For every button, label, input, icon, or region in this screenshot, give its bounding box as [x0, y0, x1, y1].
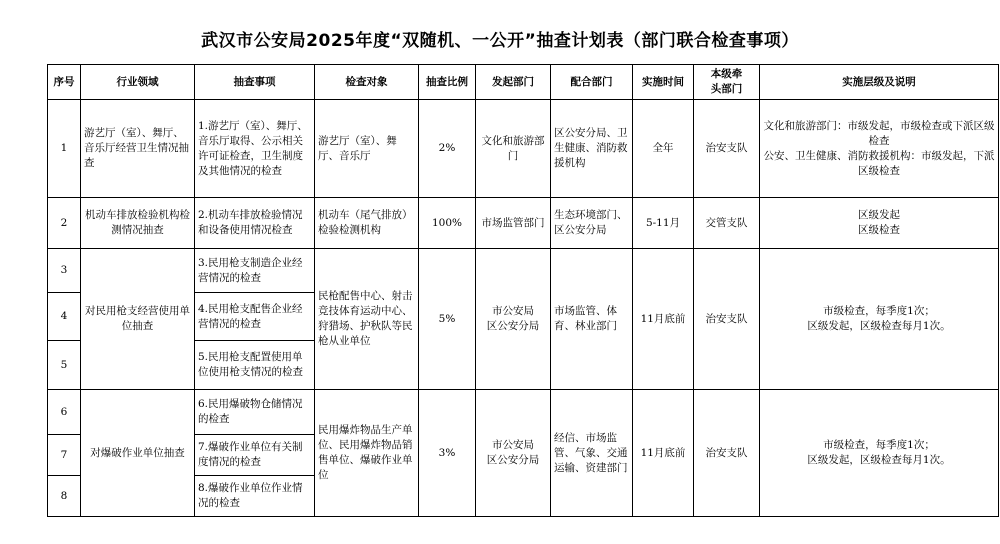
- header-cell-no: 序号: [48, 65, 81, 100]
- row-initiator: 市公安局 区公安分局: [476, 249, 551, 390]
- row-item: 6.民用爆破物仓储情况的检查: [195, 390, 315, 435]
- page-title: 武汉市公安局2025年度“双随机、一公开”抽查计划表（部门联合检查事项）: [201, 31, 799, 51]
- row-ratio: 100%: [419, 198, 476, 249]
- row-no: 4: [48, 293, 81, 341]
- row-initiator: 市场监管部门: [476, 198, 551, 249]
- row-initiator: 文化和旅游部门: [476, 100, 551, 198]
- row-field: 对民用枪支经营使用单位抽查: [81, 249, 195, 390]
- row-time: 11月底前: [633, 249, 694, 390]
- row-item: 1.游艺厅（室）、舞厅、音乐厅取得、公示相关许可证检查，卫生制度及其他情况的检查: [195, 100, 315, 198]
- row-lead: 治安支队: [694, 249, 760, 390]
- row-lead: 治安支队: [694, 390, 760, 517]
- row-item: 2.机动车排放检验情况和设备使用情况检查: [195, 198, 315, 249]
- row-field: 机动车排放检验机构检测情况抽查: [81, 198, 195, 249]
- row-item: 4.民用枪支配售企业经营情况的检查: [195, 293, 315, 341]
- row-target: 民枪配售中心、射击竞技体育运动中心、狩猎场、护秋队等民枪从业单位: [315, 249, 419, 390]
- table-row: [48, 100, 999, 198]
- row-item: 8.爆破作业单位作业情况的检查: [195, 476, 315, 517]
- header-cell-ratio: 抽查比例: [419, 65, 476, 100]
- inspection-plan-table: [47, 64, 999, 517]
- row-ratio: 3%: [419, 390, 476, 517]
- row-no: 2: [48, 198, 81, 249]
- row-desc: 市级检查，每季度1次； 区级发起，区级检查每月1次。: [760, 390, 999, 517]
- row-partner: 市场监管、体育、林业部门: [551, 249, 633, 390]
- header-row: [48, 65, 999, 100]
- row-field: 游艺厅（室）、舞厅、音乐厅经营卫生情况抽查: [81, 100, 195, 198]
- row-no: 1: [48, 100, 81, 198]
- row-no: 6: [48, 390, 81, 435]
- row-time: 全年: [633, 100, 694, 198]
- row-item: 7.爆破作业单位有关制度情况的检查: [195, 435, 315, 476]
- row-no: 8: [48, 476, 81, 517]
- table-row: [48, 390, 999, 435]
- header-cell-initiator: 发起部门: [476, 65, 551, 100]
- row-field: 对爆破作业单位抽查: [81, 390, 195, 517]
- row-target: 机动车（尾气排放）检验检测机构: [315, 198, 419, 249]
- row-partner: 经信、市场监管、气象、交通运输、资建部门: [551, 390, 633, 517]
- row-partner: 区公安分局、卫生健康、消防救援机构: [551, 100, 633, 198]
- row-desc: 文化和旅游部门：市级发起，市级检查或下派区级检查 公安、卫生健康、消防救援机构：市级发起，下派区级检查: [760, 100, 999, 198]
- row-time: 5-11月: [633, 198, 694, 249]
- header-cell-time: 实施时间: [633, 65, 694, 100]
- header-cell-field: 行业领域: [81, 65, 195, 100]
- row-lead: 交管支队: [694, 198, 760, 249]
- row-lead: 治安支队: [694, 100, 760, 198]
- header-cell-target: 检查对象: [315, 65, 419, 100]
- header-cell-item: 抽查事项: [195, 65, 315, 100]
- row-target: 民用爆炸物品生产单位、民用爆炸物品销售单位、爆破作业单位: [315, 390, 419, 517]
- header-cell-partner: 配合部门: [551, 65, 633, 100]
- row-item: 3.民用枪支制造企业经营情况的检查: [195, 249, 315, 293]
- table-row: [48, 198, 999, 249]
- row-time: 11月底前: [633, 390, 694, 517]
- table-row: [48, 249, 999, 293]
- header-cell-lead: 本级牵 头部门: [694, 65, 760, 100]
- row-ratio: 2%: [419, 100, 476, 198]
- row-target: 游艺厅（室）、舞厅、音乐厅: [315, 100, 419, 198]
- row-item: 5.民用枪支配置使用单位使用枪支情况的检查: [195, 341, 315, 390]
- row-initiator: 市公安局 区公安分局: [476, 390, 551, 517]
- row-no: 5: [48, 341, 81, 390]
- row-partner: 生态环境部门、区公安分局: [551, 198, 633, 249]
- row-ratio: 5%: [419, 249, 476, 390]
- row-desc: 区级发起 区级检查: [760, 198, 999, 249]
- row-desc: 市级检查，每季度1次； 区级发起，区级检查每月1次。: [760, 249, 999, 390]
- header-cell-desc: 实施层级及说明: [760, 65, 999, 100]
- row-no: 7: [48, 435, 81, 476]
- row-no: 3: [48, 249, 81, 293]
